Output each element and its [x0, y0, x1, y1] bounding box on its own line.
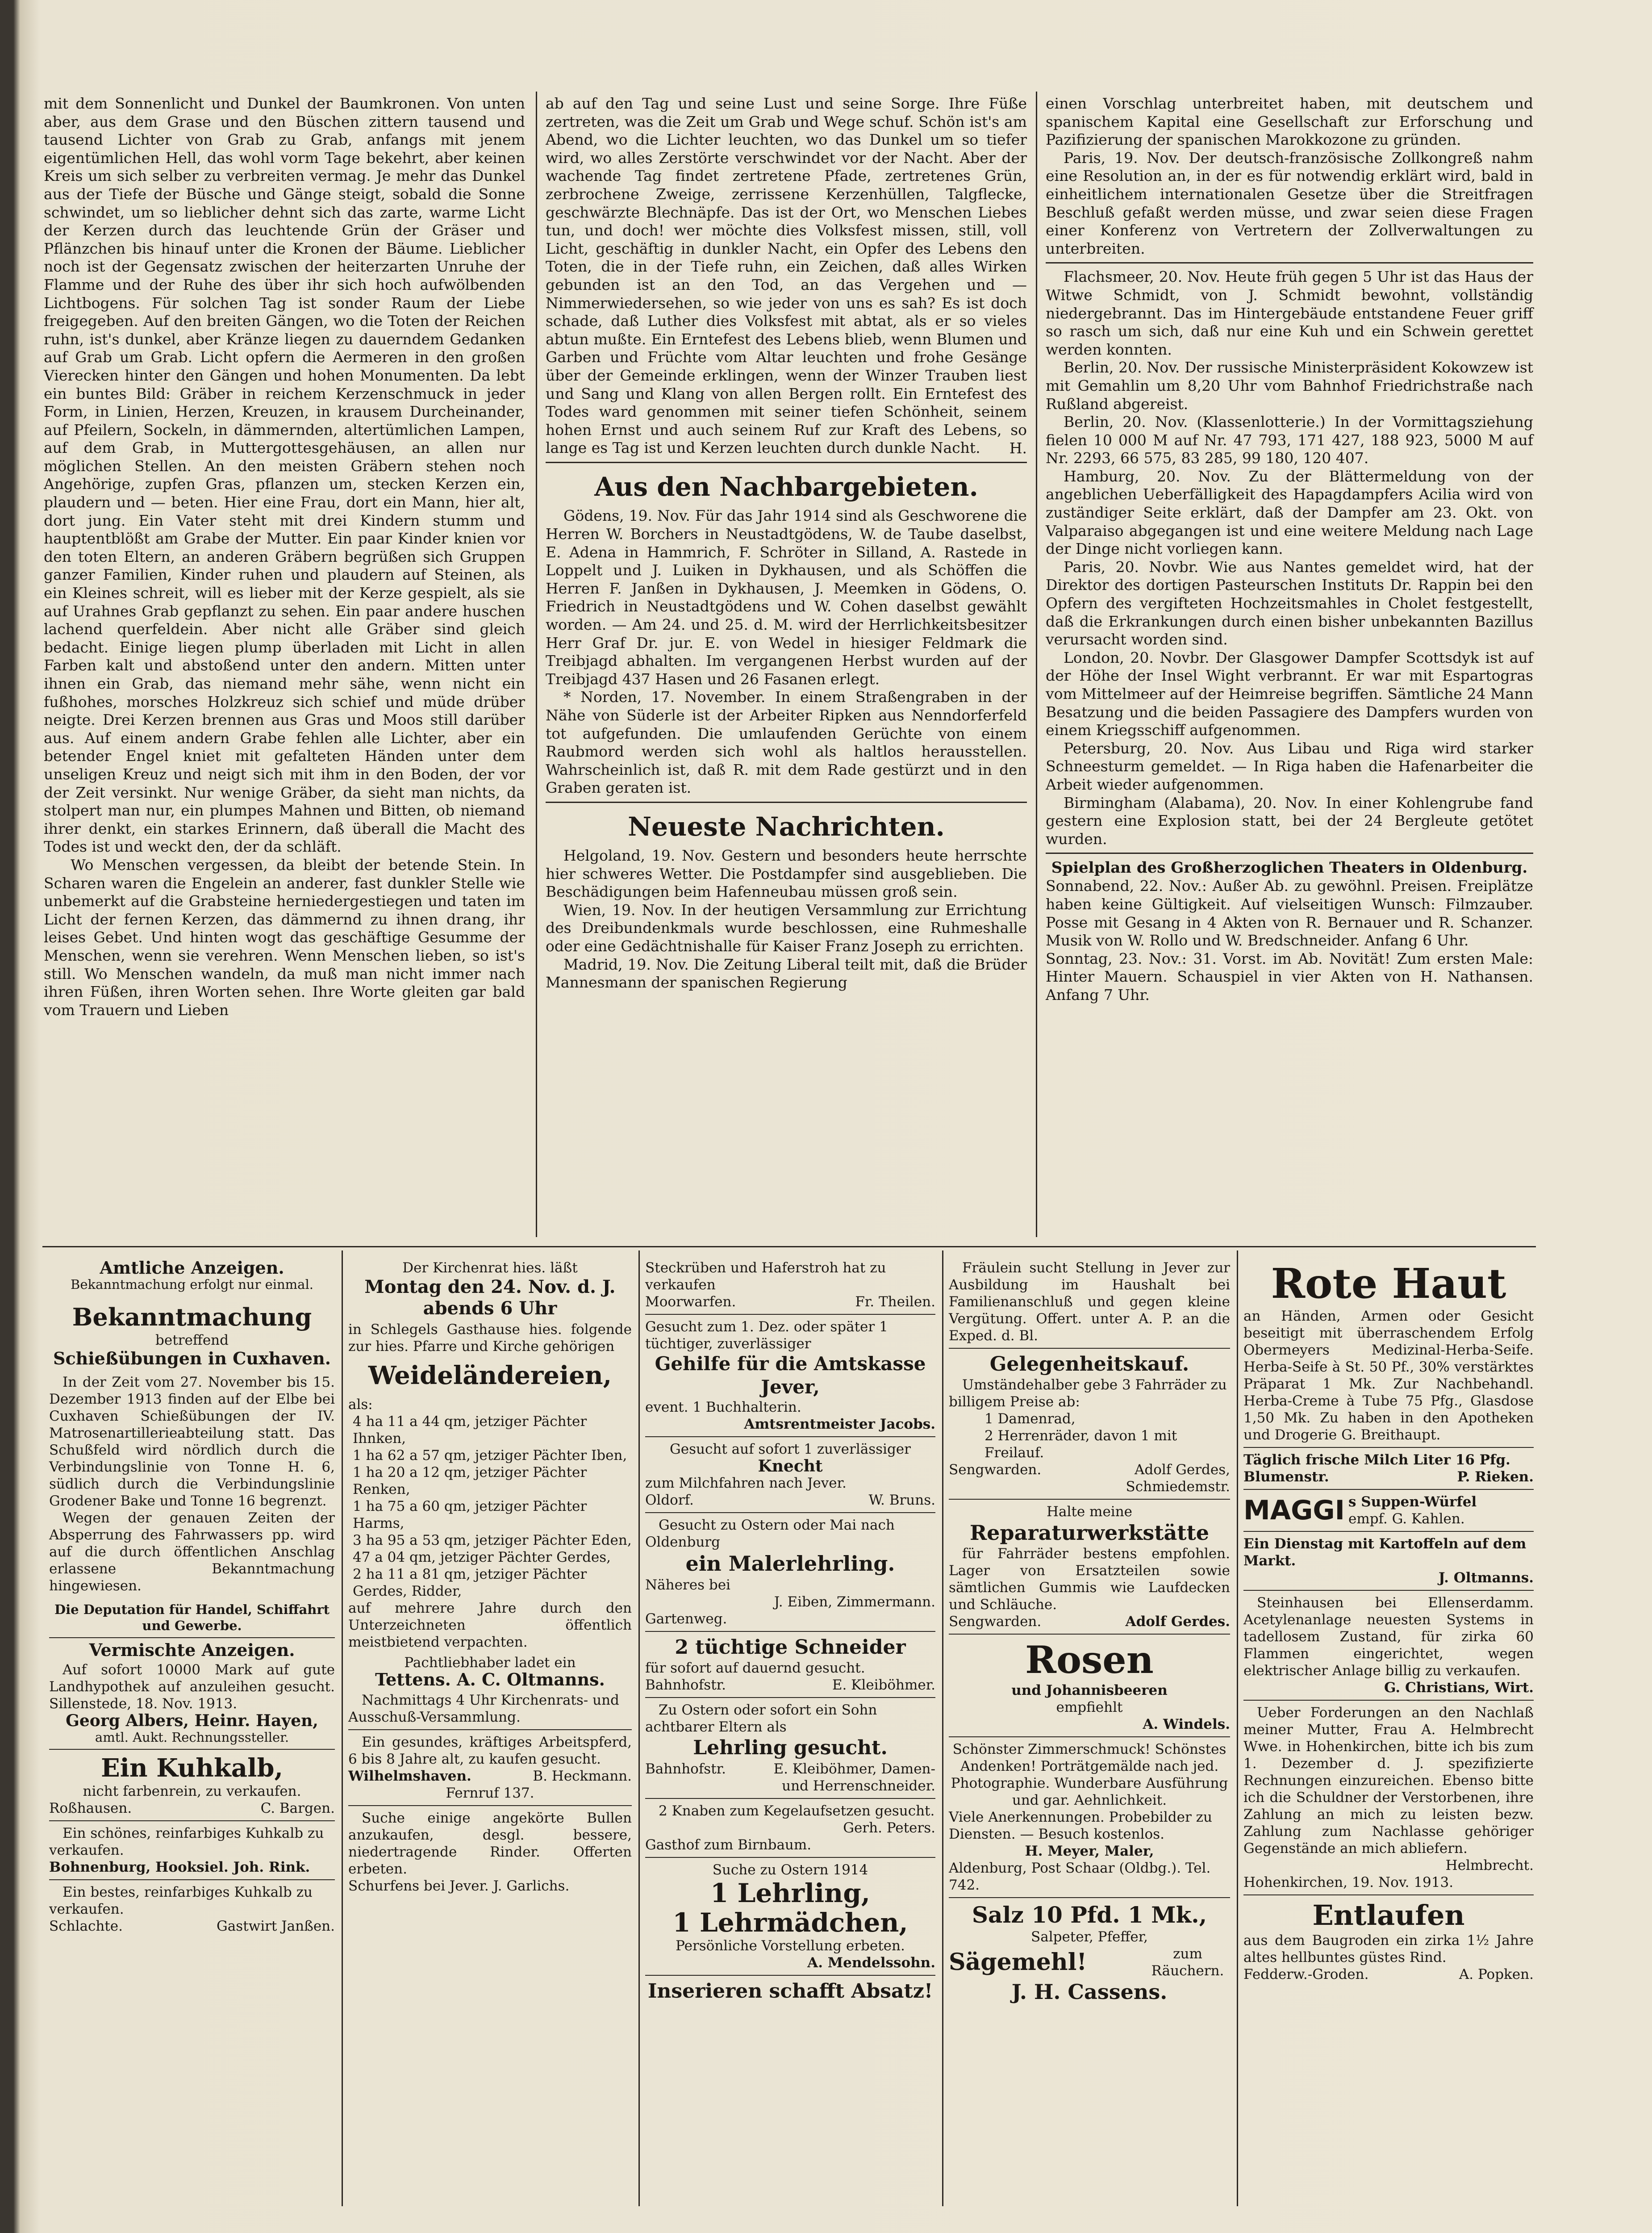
news-item: Hamburg, 20. Nov. Zu der Blättermeldung von der angeblichen Ueberfälligkeit des Hapagdampfers Acilia wird von zuständiger Seite erklärt, daß der Dampfer am 23. Okt. von Valparaiso abgegangen ist und eine weitere Meldung nach Lage der Dinge nicht vorliegen kann.	[1046, 467, 1533, 558]
loan-ad: Auf sofort 10000 Mark auf gute Landhypothek auf anzuleihen gesucht. Sillenstede, 18. Nov. 1913.	[49, 1662, 335, 1712]
gelegenheitskauf-title: Gelegenheitskauf.	[989, 1353, 1189, 1376]
kirchenrat-signature: Tettens. A. C. Oltmanns.	[375, 1669, 605, 1689]
schlacht-place: Schlachte.	[49, 1918, 123, 1934]
ad-rule	[348, 1805, 632, 1806]
kirchenrat-intro: Der Kirchenrat hies. läßt	[402, 1260, 578, 1276]
pferd-phone: Fernruf 137.	[446, 1785, 534, 1801]
parcel-item: 1 ha 75 a 60 qm, jetziger Pächter Harms,	[353, 1498, 587, 1531]
reparatur-sign-row	[949, 1613, 1230, 1630]
article-paragraph: mit dem Sonnenlicht und Dunkel der Baumkronen. Von unten aber, aus dem Grase und den Büschen zittern tausend und tausend Lichter von Grab zu Grab, anfangs mit jenem eigentümlichen Hell, das wohl vorm Tage bekehrt, aber keinen Kreis um sich selber zu verbreiten vermag. Je mehr das Dunkel aus der Tiefe der Büsche und Gänge steigt, sobald die Sonne schwindet, um so lieblicher dehnt sich das zarte, warme Licht der Kerzen durch das leuchtende Grün der Gräser und Pflänzchen bis hinauf unter die Kronen der Bäume. Lieblicher noch ist der Gegensatz zwischen der heiterzarten Unruhe der Flamme und der Ruhe des über ihr sich hoch aufwölbenden Lichtbogens. Für solchen Tag ist sonder Raum der Liebe freigegeben. Auf den breiten Gängen, wo die Toten der Reichen ruhn, ist's dunkel, aber Kränze liegen zu dauerndem Gedanken auf Grab um Grab. Licht opfern die Aermeren in den großen Vierecken hinter den Gängen und hohen Monumenten. Da lebt ein buntes Bild: Gräber in reichem Kerzenschmuck in jeder Form, in Linien, Herzen, Kreuzen, in krausem Durcheinander, auf Pfeilern, Sockeln, in dämmernden, altertümlichen Lampen, auf dem Grab, in Muttergottesgehäusen, an allen nur möglichen Stellen. An den meisten Gräbern stehen noch Angehörige, zupfen Gras, pflanzen um, stecken Kerzen ein, plaudern und — beten. Hier eine Frau, dort ein Mann, hier alt, dort jung. Ein Vater steht mit drei Kindern stumm und hauptentblößt am Grabe der Mutter. Ein paar Kinder knien vor den toten Eltern, an anderen Gräbern begrüßen sich Gruppen ganzer Familien, Kinder ruhen und plaudern auf Steinen, als ein Kleines schreit, will es lieber mit der Kerze gespielt, als sie auf Urahnes Grab gepflanzt zu sehen. Ein paar andere huschen lachend querfeldein. Aber nicht alle Gräber sind gleich bedacht. Einige liegen plump überladen mit Licht in allen Farben kalt und abstoßend unter den andern. Mitten unter ihnen ein Grab, das niemand mehr sähe, wenn nicht ein fußhohes, morsches Holzkreuz sich schief und müde drüber neigte. Drei Kerzen brennen aus Gras und Moos still darüber aus. Auf einem andern Grabe fehlen alle Lichter, aber ein betender Engel kniet mit gefalteten Händen unter dem unseligen Kreuz und neigt sich mit ihm in den Boden, der vor der Zeit versinkt. Nur wenige Gräber, da sieht man nichts, da stolpert man nur, ein plumpes Mahnen und Bitten, ob niemand ihrer denkt, ein starkes Erinnern, daß überall die Macht des Todes ist und weckt den, der da schläft.	[44, 95, 525, 856]
gelegenheitskauf-seller: Adolf Gerdes, Schmiedemstr.	[1126, 1462, 1230, 1495]
news-item: Paris, 19. Nov. Der deutsch-französische Zollkongreß nahm eine Resolution an, in der es für notwendig erklärt wird, bald in einheitlichem internationalen Gesetze über die Streitfragen Beschluß gefaßt werden müsse, und zwar seien diese Fragen einer Konferenz von Vertretern der Zollverwaltungen zu unterbreiten.	[1046, 149, 1533, 257]
section-rule	[1046, 853, 1533, 854]
schlacht-seller: Gastwirt Janßen.	[217, 1918, 335, 1934]
ad-column-2	[348, 1259, 632, 1894]
rosen-subtitle: und Johannisbeeren	[1011, 1682, 1168, 1698]
news-item: London, 20. Novbr. Der Glasgower Dampfer Scottsdyk ist auf der Höhe der Insel Wight verbrannt. Er war mit Espartogras vom Mittelmeer auf der Heimreise begriffen. Sämtliche 24 Mann Besatzung und die beiden Passagiere des Dampfers wurden von einem Kriegsschiff aufgenommen.	[1046, 648, 1533, 739]
salz-title: Salz 10 Pfd. 1 Mk.,	[972, 1902, 1207, 1928]
amtliche-subheading: Bekanntmachung erfolgt nur einmal.	[71, 1277, 313, 1292]
forderungen-ad: Ueber Forderungen an den Nachlaß meiner Mutter, Frau A. Helmbrecht Wwe. in Hohenkirchen, bitte ich bis zum 1. Dezember d. J. spezifizierte Rechnungen einzureichen. Ebenso bitte ich die Schuldner der Verstorbenen, ihre Zahlung an mich zu leisten bezw. Zahlung zum Nachlasse gehöriger Gegenstände an mich abliefern.	[1243, 1705, 1534, 1857]
milch-ad: Täglich frische Milch Liter 16 Pfg.	[1243, 1452, 1510, 1468]
pferd-place: Wilhelmshaven.	[348, 1768, 471, 1784]
pferd-sign-row	[348, 1768, 632, 1785]
column-divider	[536, 92, 537, 1237]
gehilfe-signature: Amtsrentmeister Jacobs.	[744, 1416, 935, 1432]
column-divider	[1036, 92, 1037, 1237]
steckrueben-ad: Steckrüben und Haferstroh hat zu verkaufen	[645, 1260, 886, 1293]
article-column-2	[546, 95, 1027, 992]
ad-rule	[1243, 1590, 1534, 1591]
maler-intro: Gesucht zu Ostern oder Mai nach Oldenburg	[645, 1517, 895, 1550]
bekanntmachung-signature: Die Deputation für Handel, Schiffahrt und Gewerbe.	[54, 1602, 330, 1633]
schneider-place: Bahnhofstr.	[645, 1677, 726, 1693]
lehrling-title: Lehrling gesucht.	[693, 1736, 888, 1759]
section-title-nachbargebiete: Aus den Nachbargebieten.	[594, 472, 978, 502]
rote-haut-body: an Händen, Armen oder Gesicht beseitigt mit überraschendem Erfolg Obermeyers Medizinal-Herba-Seife. Herba-Seife à St. 50 Pf., 30% verstärktes Präparat 1 Mk. Zur Nachbehandl. Herba-Creme à Tube 75 Pfg., Glasdose 1,50 Mk. Zu haben in den Apotheken und Drogerie G. Breithaupt.	[1243, 1308, 1534, 1443]
ad-rule	[49, 1879, 335, 1880]
knecht-intro: Gesucht auf sofort 1 zuverlässiger	[670, 1441, 911, 1457]
bullen-ad: Suche einige angekörte Bullen anzukaufen, desgl. bessere, niedertragende Rinder. Offerten erbeten.	[348, 1810, 632, 1877]
parcel-item: 3 ha 95 a 53 qm, jetziger Pächter Eden,	[353, 1532, 632, 1548]
bekanntmachung-body: In der Zeit vom 27. November bis 15. Dezember 1913 finden auf der Elbe bei Cuxhaven Schießübungen der IV. Matrosenartillerieabteilung statt. Das Schußfeld wird nördlich durch die Verbindungslinie von Tonne H. 6, südlich durch die Verbindungslinie Grodener Bake und Tonne 16 begrenzt.	[49, 1374, 335, 1509]
schneider-sign-row	[645, 1677, 935, 1694]
maggi-product: s Suppen-Würfel	[1348, 1494, 1477, 1510]
reparatur-place: Sengwarden.	[949, 1614, 1042, 1630]
ad-rule	[949, 1634, 1230, 1635]
ad-rule	[1243, 1531, 1534, 1532]
lehrling-title-2: 1 Lehrling,	[710, 1878, 870, 1908]
ad-rule	[949, 1736, 1230, 1737]
gelegenheitskauf-item: 2 Herrenräder, davon 1 mit Freilauf.	[985, 1428, 1177, 1461]
reparatur-owner: Adolf Gerdes.	[1125, 1614, 1230, 1630]
knecht-body: zum Milchfahren nach Jever.	[645, 1475, 847, 1491]
ad-rule	[645, 1314, 935, 1315]
reparatur-title: Reparaturwerkstätte	[969, 1521, 1210, 1545]
parcel-item: 47 a 04 qm, jetziger Pächter Gerdes,	[353, 1549, 611, 1565]
kirchenrat-als: als:	[348, 1397, 373, 1413]
rote-haut-title: Rote Haut	[1271, 1259, 1506, 1308]
news-item: einen Vorschlag unterbreitet haben, mit deutschem und spanischem Kapital eine Gesellschaft zur Erforschung und Pazifizierung der spanischen Marokkozone zu gründen.	[1046, 95, 1533, 149]
kartoffel-signature: J. Oltmanns.	[1438, 1570, 1534, 1586]
kartoffel-ad: Ein Dienstag mit Kartoffeln auf dem Markt.	[1243, 1536, 1527, 1569]
news-item: Gödens, 19. Nov. Für das Jahr 1914 sind als Geschworene die Herren W. Borchers in Neustadtgödens, W. de Taube daselbst, E. Adena in Hammrich, F. Schröter in Silland, A. Rastede in Loppelt und J. Luiken in Dykhausen, und als Schöffen die Herren F. Janßen in Dykhausen, J. Meemken in Gödens, O. Friedrich in Neustadtgödens und W. Cohen daselbst gewählt worden. — Am 24. und 25. d. M. wird der Herrlichkeitsbesitzer Herr Graf Dr. jur. E. von Wedel in hiesiger Feldmark die Treibjagd abhalten. Im vergangenen Herbst wurden auf der Treibjagd 437 Hasen und 26 Fasanen erlegt.	[546, 507, 1027, 688]
milch-place: Blumenstr.	[1243, 1469, 1329, 1485]
milch-seller: P. Rieken.	[1457, 1469, 1534, 1485]
forderungen-place: Hohenkirchen, 19. Nov. 1913.	[1243, 1874, 1454, 1890]
lehrling-sign-row	[645, 1760, 935, 1794]
zimmerschmuck-body: Schönster Zimmerschmuck! Schönstes Andenken! Porträtgemälde nach jed. Photographie. Wunderbare Ausführung und gar. Aehnlichkeit.	[951, 1741, 1228, 1808]
article-paragraph: Wo Menschen vergessen, da bleibt der betende Stein. In Scharen waren die Engelein an anderer, fast dunkler Stelle wie unbemerkt auf die Grabsteine herniedergestiegen und taten im Licht der fernen Kerzen, das dämmernd zu ihnen drang, ihr leises Gebet. Und hinten wogt das geschäftige Gesumme der Menschen, wenn sie verehren. Wenn Menschen lieben, so ist's still. Wo Menschen wandeln, da muß man nicht immer nach ihren Füßen, ihren Worten sehen. Ihre Worte gleiten gar bald vom Trauern und Lieben	[44, 856, 525, 1019]
pferd-ad: Ein gesundes, kräftiges Arbeitspferd, 6 bis 8 Jahre alt, zu kaufen gesucht.	[348, 1734, 632, 1767]
steinhausen-signature: G. Christians, Wirt.	[1384, 1680, 1534, 1696]
lehrmaedchen-body: Persönliche Vorstellung erbeten.	[676, 1938, 905, 1954]
gelegenheitskauf-item: 1 Damenrad,	[985, 1411, 1076, 1427]
schneider-employer: E. Kleiböhmer.	[832, 1677, 935, 1693]
ad-rule	[1243, 1700, 1534, 1701]
ad-rule	[49, 1637, 335, 1638]
ad-rule	[949, 1348, 1230, 1349]
schneider-title: 2 tüchtige Schneider	[675, 1636, 906, 1659]
entlaufen-title: Entlaufen	[1312, 1899, 1465, 1932]
lehrling-place: Bahnhofstr.	[645, 1761, 726, 1777]
maler-title: ein Malerlehrling.	[685, 1551, 895, 1576]
gehilfe-title: Gehilfe für die Amtskasse Jever,	[655, 1353, 926, 1398]
steinhausen-ad: Steinhausen bei Ellenserdamm. Acetylenanlage neuesten Systems in tadellosem Zustand, für zirka 60 Flammen eingerichtet, wegen elektrischer Anlage billig zu verkaufen.	[1243, 1595, 1534, 1679]
pferd-buyer: B. Heckmann.	[533, 1768, 632, 1784]
section-rule	[1046, 262, 1533, 263]
theater-entry: Sonnabend, 22. Nov.: Außer Ab. zu gewöhnl. Preisen. Freiplätze haben keine Gültigkeit. Auf vielseitigen Wunsch: Filmzauber. Posse mit Gesang in 4 Akten von R. Bernauer und R. Schanzer. Musik von W. Rollo und W. Bredschneider. Anfang 6 Uhr.	[1046, 877, 1533, 949]
ad-column-3	[645, 1259, 935, 2003]
gelegenheitskauf-sign-row	[949, 1461, 1230, 1495]
news-item: Wien, 19. Nov. In der heutigen Versammlung zur Errichtung des Dreibundenkmals wurde beschlossen, eine Ruhmeshalle oder eine Gedächtnishalle für Kaiser Franz Joseph zu errichten.	[546, 901, 1027, 955]
schlacht-sign-row	[49, 1918, 335, 1935]
salpeter-line: Salpeter, Pfeffer,	[1030, 1929, 1148, 1945]
kuhkalb-title: Ein Kuhkalb,	[100, 1753, 284, 1783]
ad-rule	[348, 1729, 632, 1730]
kirchenrat-meeting: Nachmittags 4 Uhr Kirchenrats- und Ausschuß-Versammlung.	[348, 1692, 619, 1725]
section-rule	[546, 802, 1027, 803]
ad-column-divider	[638, 1250, 640, 2206]
knecht-place: Oldorf.	[645, 1492, 694, 1508]
parcel-item: 2 ha 11 a 81 qm, jetziger Pächter Gerdes, Ridder,	[353, 1566, 587, 1599]
maggi-text	[1345, 1493, 1477, 1527]
article-column-3	[1046, 95, 1533, 1004]
ad-rule	[645, 1798, 935, 1799]
parcel-item: 4 ha 11 a 44 qm, jetziger Pächter Ihnken,	[353, 1413, 587, 1447]
bekanntmachung-betreffend: betreffend	[155, 1332, 229, 1348]
news-item: Helgoland, 19. Nov. Gestern und besonders heute herrschte hier schweres Wetter. Die Postdampfer sind ausgeblieben. Die Beschädigungen beim Hafenneubau müssen groß sein.	[546, 846, 1027, 901]
kirchenrat-body: in Schlegels Gasthause hies. folgende zur hies. Pfarre und Kirche gehörigen	[348, 1321, 632, 1355]
kirchenrat-tail: auf mehrere Jahre durch den Unterzeichneten öffentlich meistbietend verpachten.	[348, 1600, 632, 1650]
parcel-item: 1 ha 20 a 12 qm, jetziger Pächter Renken,	[353, 1464, 587, 1497]
news-item: Birmingham (Alabama), 20. Nov. In einer Kohlengrube fand gestern eine Explosion statt, bei der 24 Bergleute getötet wurden.	[1046, 794, 1533, 848]
maler-signature: J. Eiben, Zimmermann.	[774, 1594, 935, 1610]
lehrmaedchen-signature: A. Mendelssohn.	[807, 1955, 935, 1971]
knaben-signature: Gerh. Peters.	[843, 1820, 935, 1836]
cassens-signature: J. H. Cassens.	[1011, 1980, 1168, 2004]
zimmerschmuck-place: Aldenburg, Post Schaar (Oldbg.). Tel. 742.	[949, 1860, 1211, 1893]
entlaufen-place: Fedderw.-Groden.	[1243, 1966, 1369, 1982]
news-item: Paris, 20. Novbr. Wie aus Nantes gemeldet wird, hat der Direktor des dortigen Pasteurschen Instituts Dr. Rappin bei den Opfern des vergifteten Hochzeitsmahles in Cholet festgestellt, daß die Erkrankungen durch einen bisher unbekannten Bazillus verursacht worden sind.	[1046, 558, 1533, 648]
rind-ad: Ein schönes, reinfarbiges Kuhkalb zu verkaufen.	[49, 1825, 324, 1858]
steckrueben-place: Moorwarfen.	[645, 1294, 736, 1310]
inserieren-slogan: Inserieren schafft Absatz!	[647, 1980, 933, 2003]
knecht-title: Knecht	[758, 1457, 823, 1476]
ad-rule	[645, 1857, 935, 1858]
news-item: Berlin, 20. Nov. (Klassenlotterie.) In der Vormittagsziehung fielen 10 000 M auf Nr. 47 793, 171 427, 188 923, 5000 M auf Nr. 2293, 66 575, 83 285, 99 180, 120 407.	[1046, 413, 1533, 467]
knecht-employer: W. Bruns.	[868, 1492, 935, 1508]
news-item: Berlin, 20. Nov. Der russische Ministerpräsident Kokowzew ist mit Gemahlin um 8,20 Uhr vom Bahnhof Friedrichstraße nach Rußland abgereist.	[1046, 359, 1533, 413]
loan-signature-title: amtl. Aukt. Rechnungssteller.	[95, 1730, 289, 1745]
kuhkalb-body: nicht farbenrein, zu verkaufen.	[83, 1783, 301, 1799]
saegemehl-row	[949, 1945, 1230, 1979]
bullen-signature: Schurfens bei Jever. J. Garlichs.	[348, 1878, 570, 1894]
forderungen-signature: Helmbrecht.	[1445, 1857, 1534, 1873]
gelegenheitskauf-body: Umständehalber gebe 3 Fahrräder zu billigem Preise ab:	[949, 1377, 1227, 1410]
kuhkalb-seller: C. Bargen.	[260, 1800, 335, 1816]
news-item: Madrid, 19. Nov. Die Zeitung Liberal teilt mit, daß die Brüder Mannesmann der spanischen Regierung	[546, 955, 1027, 991]
reparatur-intro: Halte meine	[1046, 1504, 1133, 1520]
zimmerschmuck-body-2: Viele Anerkennungen. Probebilder zu Diensten. — Besuch kostenlos.	[949, 1809, 1212, 1842]
milch-sign-row	[1243, 1468, 1534, 1485]
ad-rule	[645, 1436, 935, 1437]
ad-rule	[645, 1512, 935, 1513]
kuhkalb-place: Roßhausen.	[49, 1800, 132, 1816]
parcel-item: 1 ha 62 a 57 qm, jetziger Pächter Iben,	[353, 1447, 627, 1464]
theater-entry: Sonntag, 23. Nov.: 31. Vorst. im Ab. Novität! Zum ersten Male: Hinter Mauern. Schauspiel in vier Akten von H. Nathansen. Anfang 7 Uhr.	[1046, 949, 1533, 1004]
weidelaendereien-title: Weideländereien,	[368, 1361, 612, 1390]
zimmerschmuck-signature: H. Meyer, Maler,	[1025, 1843, 1154, 1859]
section-title-neueste: Neueste Nachrichten.	[628, 811, 945, 842]
bekanntmachung-title: Bekanntmachung	[72, 1303, 312, 1331]
gehilfe-alt: event. 1 Buchhalterin.	[645, 1399, 801, 1415]
knecht-sign-row	[645, 1492, 935, 1509]
maler-body: Näheres bei	[645, 1577, 730, 1593]
article-signature: H.	[1009, 439, 1027, 457]
ad-column-divider	[1237, 1250, 1238, 2206]
steckrueben-sign-row	[645, 1293, 935, 1310]
amtliche-heading: Amtliche Anzeigen.	[100, 1258, 284, 1278]
lehrling-employer: E. Kleiböhmer, Damen- und Herrenschneider.	[773, 1761, 935, 1794]
parcel-list	[348, 1413, 632, 1600]
ad-rule	[1243, 1894, 1534, 1895]
rosen-title: Rosen	[1025, 1638, 1154, 1682]
maggi-row	[1243, 1493, 1534, 1527]
knaben-ad: 2 Knaben zum Kegelaufsetzen gesucht.	[659, 1803, 935, 1819]
ad-column-5	[1243, 1259, 1534, 1983]
fraeulein-ad: Fräulein sucht Stellung in Jever zur Ausbildung im Haushalt bei Familienanschluß und gegen kleine Vergütung. Offert. unter A. P. an die Exped. d. Bl.	[949, 1260, 1230, 1344]
ad-rule	[49, 1749, 335, 1750]
article-column-1	[44, 95, 525, 1019]
steckrueben-seller: Fr. Theilen.	[855, 1294, 935, 1310]
loan-signature: Georg Albers, Heinr. Hayen,	[66, 1711, 318, 1730]
news-item: * Norden, 17. November. In einem Straßengraben in der Nähe von Süderle ist der Arbeiter Ripken aus Nenndorferfeld tot aufgefunden. Die umlaufenden Gerüchte von einem Raubmord werden sich wohl als haltlos herausstellen. Wahrscheinlich ist, daß R. mit dem Rade gestürzt und in den Graben geraten ist.	[546, 688, 1027, 797]
lehrling-intro: Zu Ostern oder sofort ein Sohn achtbarer Eltern als	[645, 1702, 877, 1735]
gelegenheitskauf-place: Sengwarden.	[949, 1462, 1042, 1478]
news-item: Petersburg, 20. Nov. Aus Libau und Riga wird starker Schneesturm gemeldet. — In Riga haben die Hafenarbeiter die Arbeit wieder aufgenommen.	[1046, 739, 1533, 793]
rosen-signature: A. Windels.	[1143, 1716, 1230, 1732]
ad-column-4	[949, 1259, 1230, 2004]
advertisement-section-rule	[42, 1246, 1536, 1247]
ad-column-divider	[342, 1250, 343, 2206]
rind-signature: Bohnenburg, Hooksiel. Joh. Rink.	[49, 1859, 310, 1875]
entlaufen-owner: A. Popken.	[1459, 1966, 1534, 1982]
article-paragraph: ab auf den Tag und seine Lust und seine Sorge. Ihre Füße zertreten, was die Zeit um Grab und Wege schuf. Schön ist's am Abend, wo die Lichter leuchten, wo das Dunkel um so tiefer wird, wo alles Zerstörte verschwindet vor der Nacht. Aber der wachende Tag findet zertretene Pfade, zertretenes Grün, zerbrochene Zweige, zerrissene Kerzenhüllen, Talgflecke, geschwärzte Blechnäpfe. Das ist der Ort, wo Menschen Liebes tun, und doch! wer möchte dies Volksfest missen, still, voll Licht, geschäftig in dunkler Nacht, ein Opfer des Lebens den Toten, die in der Tiefe ruhn, ein Zeichen, daß alles Wirken gebunden ist an den Tod, an das Vergehen und — Nimmerwiedersehen, so wie jeder von uns es sah? Es ist doch schade, daß Luther dies Volksfest mit abtat, als er so vieles abtun mußte. Ein Erntefest des Lebens blieb, wenn Blumen und Garben und Früchte vom Altar leuchten und frohe Gesänge über der Gemeinde erklingen, wenn der Winzer Trauben liest und Sang und Klang von allen Bergen rollt. Ein Erntefest des Todes ward genommen mit seiner tiefen Schönheit, seinem hohen Ernst und auch seinem Ruf zur Kraft des Lebens, so lange es Tag ist und Kerzen leuchten durch dunkle Nacht.	[546, 95, 1027, 457]
schlacht-ad: Ein bestes, reinfarbiges Kuhkalb zu verkaufen.	[49, 1884, 313, 1917]
ad-column-1	[49, 1259, 335, 1935]
section-rule	[546, 462, 1027, 463]
suche-intro: Suche zu Ostern 1914	[712, 1862, 868, 1878]
ad-rule	[645, 1697, 935, 1698]
knaben-place: Gasthof zum Birnbaum.	[645, 1837, 812, 1853]
ad-rule	[1243, 1489, 1534, 1490]
reparatur-body: für Fahrräder bestens empfohlen. Lager von Ersatzteilen sowie sämtlichen Gummis wie Laufdecken und Schläuche.	[949, 1546, 1230, 1613]
lehrmaedchen-title: 1 Lehrmädchen,	[672, 1907, 908, 1938]
kirchenrat-date: Montag den 24. Nov. d. J. abends 6 Uhr	[364, 1276, 616, 1319]
maggi-recommend: empf. G. Kahlen.	[1348, 1511, 1465, 1527]
ad-column-divider	[942, 1250, 943, 2206]
schneider-body: für sofort auf dauernd gesucht.	[645, 1660, 865, 1676]
ad-rule	[1243, 1447, 1534, 1448]
maggi-logo: MAGGI	[1243, 1495, 1345, 1526]
saegemehl-purpose: zum Räuchern.	[1151, 1946, 1224, 1979]
ad-rule	[645, 1975, 935, 1976]
ad-rule	[949, 1499, 1230, 1500]
entlaufen-sign-row	[1243, 1966, 1534, 1983]
news-item: Flachsmeer, 20. Nov. Heute früh gegen 5 Uhr ist das Haus der Witwe Schmidt, von J. Schmidt bewohnt, vollständig niedergebrannt. Das im Hintergebäude entstandene Feuer griff so rasch um sich, daß nur eine Kuh und ein Schwein gerettet werden konnten.	[1046, 268, 1533, 358]
ad-rule	[645, 1631, 935, 1632]
bekanntmachung-body: Wegen der genauen Zeiten der Absperrung des Fahrwassers pp. wird auf die durch öffentlichen Anschlag erlassene Bekanntmachung hingewiesen.	[49, 1510, 335, 1594]
pacht-invite: Pachtliebhaber ladet ein	[404, 1655, 576, 1671]
gehilfe-intro: Gesucht zum 1. Dez. oder später 1 tüchtiger, zuverlässiger	[645, 1319, 888, 1352]
bekanntmachung-subject: Schießübungen in Cuxhaven.	[53, 1348, 331, 1368]
saegemehl-title: Sägemehl!	[949, 1949, 1087, 1976]
entlaufen-body: aus dem Baugroden ein zirka 1½ Jahre altes hellbuntes güstes Rind.	[1243, 1932, 1534, 1965]
ad-rule	[949, 1897, 1230, 1898]
rosen-empfiehlt: empfiehlt	[1056, 1699, 1123, 1715]
kuhkalb-sign-row	[49, 1800, 335, 1817]
ad-rule	[49, 1820, 335, 1821]
vermischte-heading: Vermischte Anzeigen.	[89, 1640, 295, 1660]
maler-place: Gartenweg.	[645, 1611, 727, 1627]
theater-title: Spielplan des Großherzoglichen Theaters in Oldenburg.	[1051, 859, 1528, 877]
